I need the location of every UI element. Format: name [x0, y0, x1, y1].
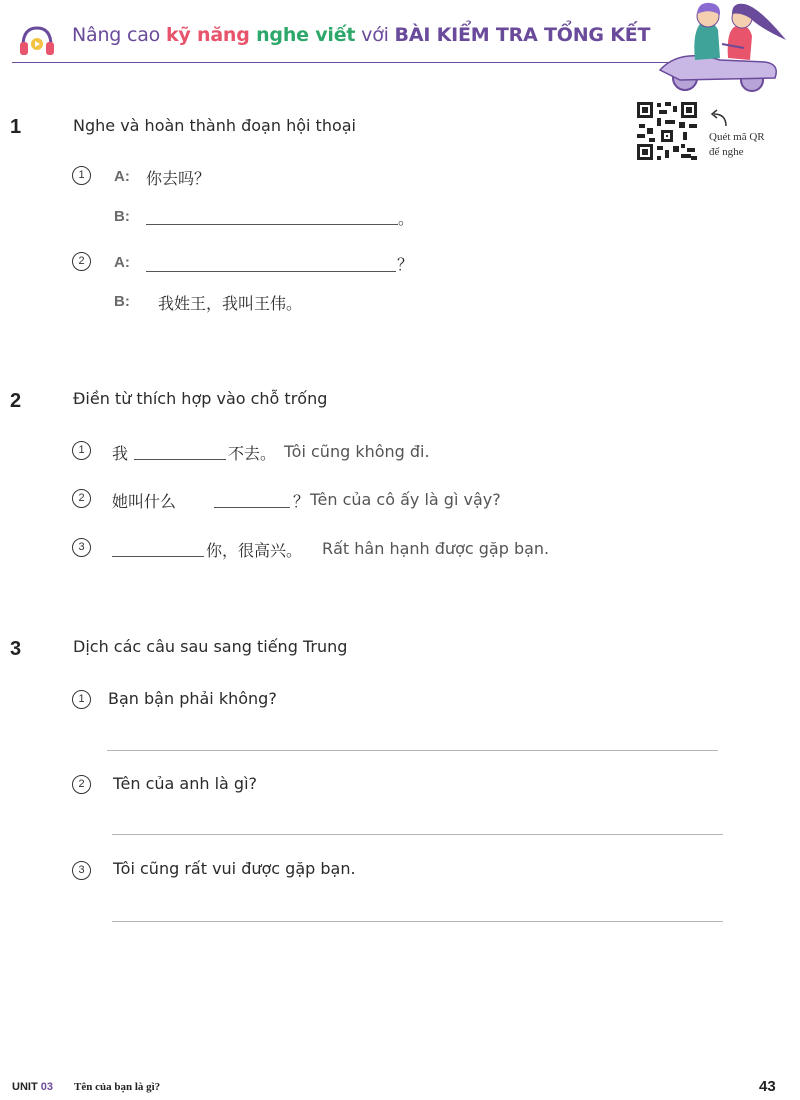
s1-item1-a-label: A:	[114, 168, 130, 185]
s3-item3-number: 3	[72, 861, 91, 880]
s2-item2-number: 2	[72, 489, 91, 508]
s1-item1-number: 1	[72, 166, 91, 185]
page-number: 43	[759, 1078, 776, 1095]
footer-unit	[12, 1081, 53, 1093]
s2-item3-vi: Rất hân hạnh được gặp bạn.	[322, 539, 550, 558]
s1-item2-a-end: ？	[397, 255, 414, 274]
qr-caption	[709, 130, 765, 160]
header-title-part4: với	[355, 24, 395, 46]
footer-unit-title: Tên của bạn là gì?	[74, 1081, 161, 1093]
header-title-part2: kỹ năng	[165, 24, 250, 46]
section-3-title: Dịch các câu sau sang tiếng Trung	[73, 637, 348, 656]
header-title-part3: nghe viết	[249, 24, 356, 46]
qr-caption-line1: Quét mã QR	[709, 131, 765, 143]
s2-item2-vi: Tên của cô ấy là gì vậy?	[310, 490, 501, 509]
s1-item1-b-label: B:	[114, 208, 130, 225]
s3-item1-answer-line[interactable]	[107, 750, 718, 751]
s3-item2-number: 2	[72, 775, 91, 794]
section-3-number: 3	[10, 638, 22, 660]
s1-item1-b-blank[interactable]	[146, 210, 398, 225]
curved-arrow-icon	[706, 108, 730, 128]
footer-unit-number: 03	[40, 1081, 53, 1093]
s2-item1-after: 不去。	[228, 444, 277, 463]
s2-item1-before: 我	[112, 444, 129, 463]
page-header-title	[72, 24, 650, 46]
s2-item3-number: 3	[72, 538, 91, 557]
s3-item2-answer-line[interactable]	[112, 834, 723, 835]
s1-item2-a-blank[interactable]	[146, 257, 396, 272]
s3-item3-answer-line[interactable]	[112, 921, 723, 922]
s2-item3-blank[interactable]	[112, 542, 204, 557]
s3-item2-text: Tên của anh là gì?	[113, 774, 258, 793]
qr-caption-line2: để nghe	[709, 146, 744, 158]
s1-item2-a-label: A:	[114, 254, 130, 271]
section-1-number: 1	[10, 116, 22, 138]
s2-item1-vi: Tôi cũng không đi.	[284, 442, 430, 461]
s3-item1-number: 1	[72, 690, 91, 709]
section-2-number: 2	[10, 390, 22, 412]
s1-item2-b-label: B:	[114, 293, 130, 310]
s2-item1-number: 1	[72, 441, 91, 460]
footer-unit-label: UNIT	[12, 1081, 41, 1093]
header-divider	[12, 62, 712, 63]
scooter-riders-illustration	[640, 0, 790, 92]
s2-item2-blank[interactable]	[214, 493, 290, 508]
s3-item3-text: Tôi cũng rất vui được gặp bạn.	[113, 859, 356, 878]
s1-item1-b-end: 。	[398, 209, 415, 228]
qr-code-icon[interactable]	[635, 100, 699, 162]
s2-item3-after: 你，很高兴。	[206, 541, 303, 560]
s3-item1-text: Bạn bận phải không?	[108, 689, 277, 708]
s2-item2-after: ？	[293, 492, 310, 511]
s2-item1-blank[interactable]	[134, 445, 226, 460]
s1-item1-a-text: 你去吗？	[146, 169, 211, 188]
s2-item2-before: 她叫什么	[112, 492, 177, 511]
s1-item2-b-text: 我姓王，我叫王伟。	[158, 294, 303, 313]
section-1-title: Nghe và hoàn thành đoạn hội thoại	[73, 116, 356, 135]
headphones-icon	[18, 24, 56, 58]
s1-item2-number: 2	[72, 252, 91, 271]
header-title-part5: BÀI KIỂM TRA TỔNG KẾT	[394, 24, 651, 46]
section-2-title: Điền từ thích hợp vào chỗ trống	[73, 389, 328, 408]
header-title-part1: Nâng cao	[72, 24, 166, 46]
